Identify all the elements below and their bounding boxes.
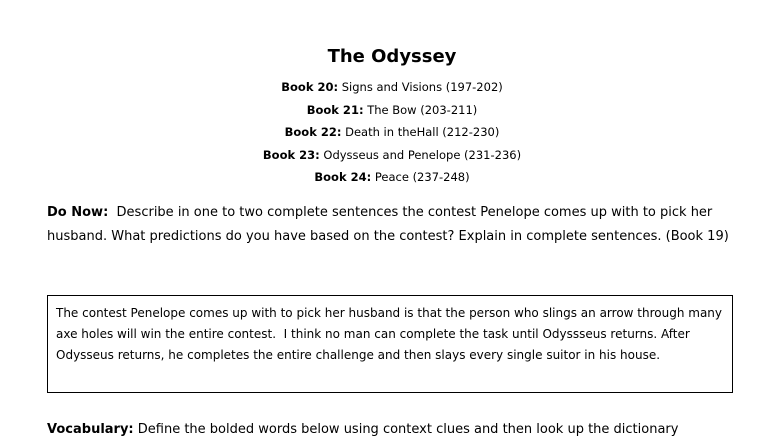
document-title: The Odyssey bbox=[327, 46, 457, 67]
book-list bbox=[0, 76, 784, 189]
book-item bbox=[0, 166, 784, 189]
book-item bbox=[0, 121, 784, 144]
book-label: Book 22: bbox=[284, 125, 342, 139]
book-title: Signs and Visions (197-202) bbox=[338, 80, 503, 94]
book-label: Book 20: bbox=[281, 80, 339, 94]
answer-text: The contest Penelope comes up with to pick her husband is that the person who slings an arrow through many axe holes will win the entire contest. I think no man can complete the task until Odyssseus returns. After Odysseus returns, he completes the entire challenge and then slays every single suitor in his house. bbox=[56, 306, 726, 362]
book-label: Book 24: bbox=[314, 170, 372, 184]
book-label: Book 21: bbox=[306, 102, 364, 117]
do-now-prompt bbox=[47, 201, 747, 249]
do-now-text: Describe in one to two complete sentences the contest Penelope comes up with to pick her husband. What predictions do you have based on the contest? Explain in complete sentences. (Book 19) bbox=[47, 205, 729, 244]
book-label: Book 23: bbox=[262, 147, 320, 162]
book-item bbox=[0, 99, 784, 122]
book-title: Peace (237-248) bbox=[371, 170, 470, 184]
vocabulary-text: Define the bolded words below using context clues and then look up the dictionary bbox=[133, 422, 679, 437]
book-title: Odysseus and Penelope (231-236) bbox=[319, 147, 522, 162]
vocabulary-prompt bbox=[47, 418, 767, 442]
book-title: The Bow (203-211) bbox=[363, 102, 478, 117]
answer-box bbox=[47, 295, 733, 393]
book-item bbox=[0, 76, 784, 99]
vocabulary-label: Vocabulary: bbox=[47, 422, 134, 437]
book-title: Death in theHall (212-230) bbox=[341, 125, 500, 139]
do-now-label: Do Now: bbox=[47, 205, 109, 220]
book-item bbox=[0, 144, 784, 167]
